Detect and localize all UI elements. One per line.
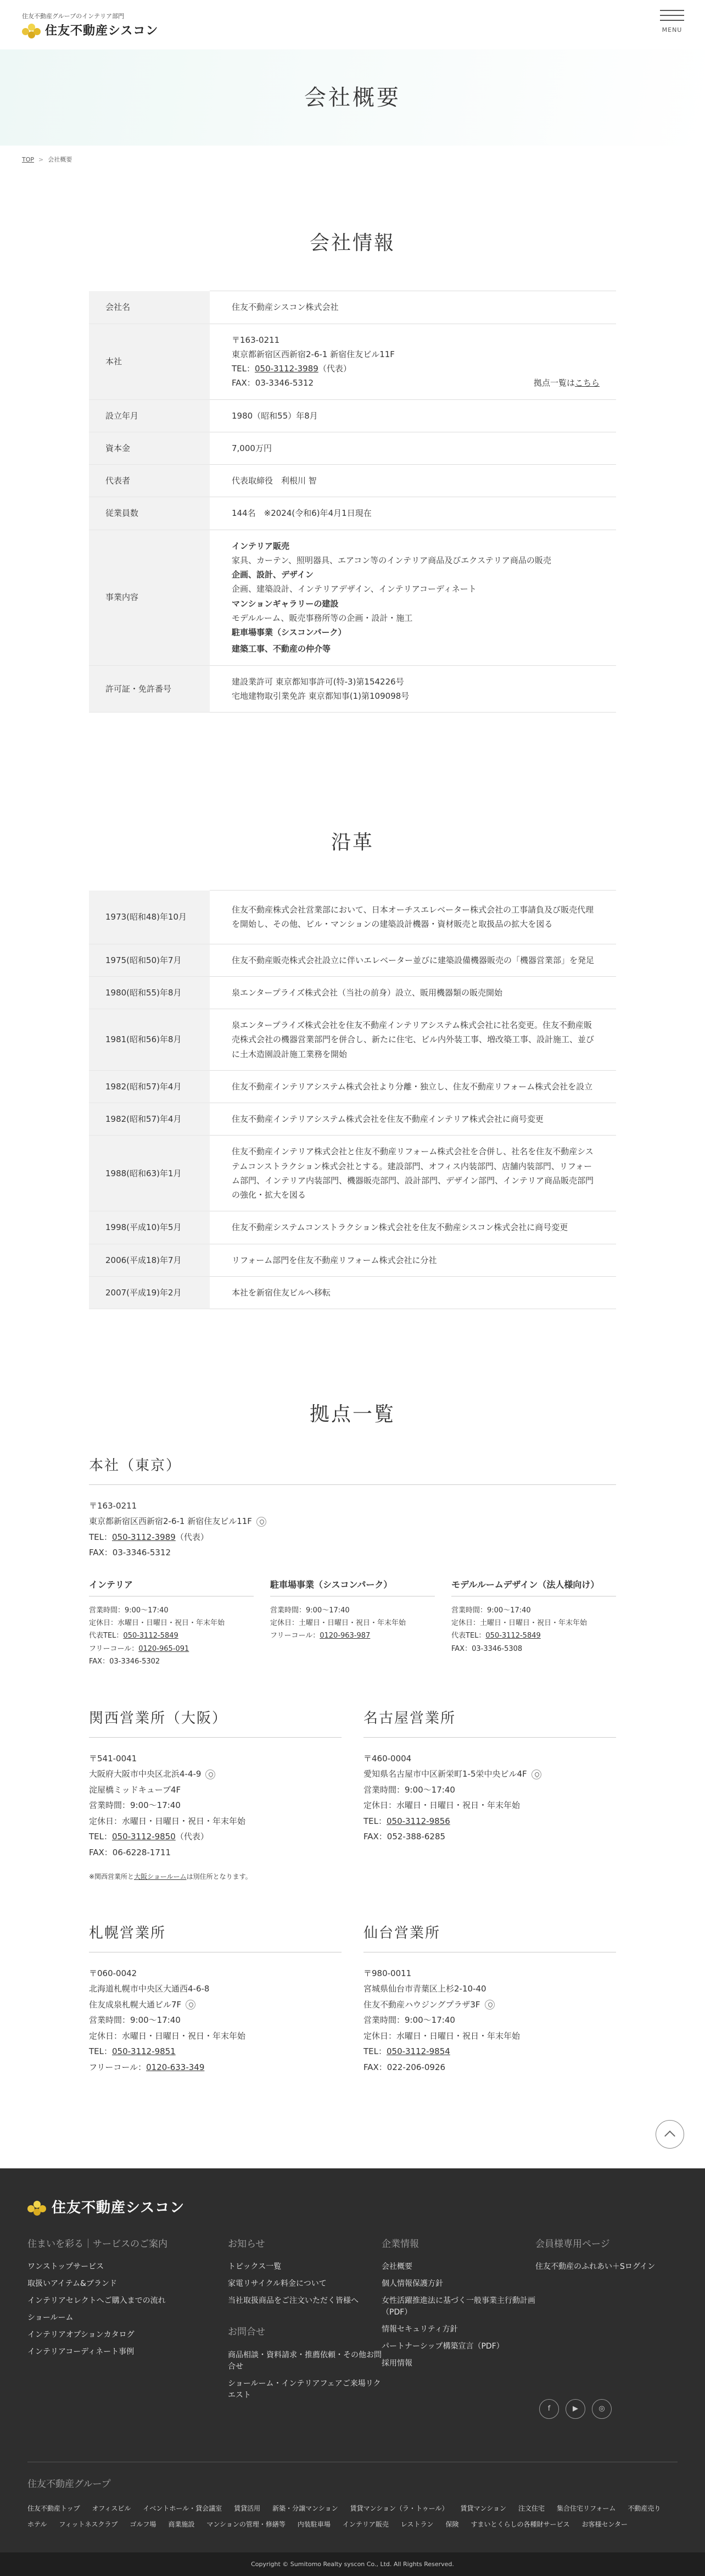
department-holiday: 定休日：土曜日・日曜日・祝日・年末年始 xyxy=(270,1618,406,1627)
office-row-2 xyxy=(89,1921,616,2075)
history-table xyxy=(89,890,616,1309)
office-tel-link[interactable]: 050-3112-9851 xyxy=(112,2046,176,2057)
office-address-line xyxy=(89,1514,616,1529)
table-row xyxy=(89,497,616,530)
map-pin-icon[interactable] xyxy=(531,1770,541,1779)
footer-group-link[interactable]: インテリア販売 xyxy=(342,2520,389,2528)
youtube-icon[interactable]: ▶ xyxy=(566,2399,585,2419)
business-desc: モデルルーム、販売事務所等の企画・設計・施工 xyxy=(232,613,413,623)
department-info xyxy=(451,1604,616,1656)
office-tel-line xyxy=(89,1829,342,1845)
footer-group-link[interactable]: マンションの管理・修繕等 xyxy=(206,2520,286,2528)
footer-group-link[interactable]: レストラン xyxy=(400,2520,434,2528)
map-pin-icon[interactable] xyxy=(485,2000,495,2010)
table-row xyxy=(89,432,616,464)
row-label: 資本金 xyxy=(89,432,210,464)
office-name: 本社（東京） xyxy=(89,1454,616,1485)
footer-link[interactable]: ワンストップサービス xyxy=(27,2262,104,2272)
site-header xyxy=(0,0,705,49)
footer-link[interactable]: インテリアセレクトへご購入までの流れ xyxy=(27,2296,166,2306)
office-hours: 営業時間：9:00〜17:40 xyxy=(363,1784,455,1795)
osaka-showroom-link[interactable]: 大阪ショールーム xyxy=(134,1873,187,1881)
row-label: 許可証・免許番号 xyxy=(89,665,210,713)
department-tel-link[interactable]: 050-3112-5849 xyxy=(485,1632,541,1640)
footer-link[interactable]: 住友不動産のふれあい＋Sログイン xyxy=(535,2262,656,2272)
footer-col-title: 会員様専用ページ xyxy=(535,2238,610,2250)
department-holiday: 定休日：水曜日・日曜日・祝日・年末年始 xyxy=(89,1618,225,1627)
footer-group-link[interactable]: お客様センター xyxy=(581,2520,628,2528)
office-zip: 〒060-0042 xyxy=(89,1968,137,1978)
row-value: 住友不動産シスコン株式会社 xyxy=(210,291,616,324)
department-hours: 営業時間：9:00〜17:40 xyxy=(451,1606,531,1615)
hq-tel-line xyxy=(232,361,594,376)
logo-text: 住友不動産シスコン xyxy=(45,24,159,38)
table-row xyxy=(89,530,616,665)
footer-link[interactable]: 商品相談・資料請求・推薦依頼・その他お問合せ xyxy=(228,2350,382,2371)
business-heading: インテリア販売 xyxy=(232,541,290,551)
table-row xyxy=(89,1009,616,1071)
table-row xyxy=(89,1103,616,1136)
tel-prefix: 代表TEL： xyxy=(89,1632,124,1640)
office-address-block xyxy=(89,1966,342,2076)
footer-group-link[interactable]: 賃貸マンション（ラ・トゥール） xyxy=(350,2504,449,2512)
office-holiday: 定休日：水曜日・日曜日・祝日・年末年始 xyxy=(89,2030,246,2041)
footer-col-members xyxy=(535,2238,678,2407)
row-label: 設立年月 xyxy=(89,399,210,432)
hero-banner xyxy=(0,49,705,146)
department-name: 駐車場事業（シスコンパーク） xyxy=(270,1577,435,1596)
office-zip: 〒980-0011 xyxy=(363,1968,412,1978)
footer-link[interactable]: インテリアコーディネート事例 xyxy=(27,2347,135,2357)
footer-group-link[interactable]: すまいとくらしの各種財サービス xyxy=(471,2520,570,2528)
footer-col-title: お問合せ xyxy=(228,2327,265,2338)
table-row xyxy=(89,944,616,976)
office-hq xyxy=(89,1454,616,1668)
footer-link[interactable]: 家電リサイクル料金について xyxy=(228,2279,327,2289)
table-row xyxy=(89,399,616,432)
back-to-top-button[interactable] xyxy=(656,2120,684,2149)
footer-link[interactable]: 採用情報 xyxy=(382,2359,412,2368)
office-hours: 営業時間：9:00〜17:40 xyxy=(363,2015,455,2026)
footer-group-link[interactable]: 集合住宅リフォーム xyxy=(557,2504,616,2512)
footer-link[interactable]: 当社取扱商品をご注文いただく皆様へ xyxy=(228,2296,359,2306)
tel-prefix: TEL： xyxy=(89,1832,112,1842)
page-title: 会社概要 xyxy=(304,85,401,110)
map-pin-icon[interactable] xyxy=(256,1517,266,1527)
history-date: 1982(昭和57)年4月 xyxy=(89,1103,210,1136)
history-text: 本社を新宿住友ビルへ移転 xyxy=(210,1276,616,1309)
footer-group-link[interactable]: ホテル xyxy=(27,2520,47,2528)
footer-group-link[interactable]: 注文住宅 xyxy=(518,2504,545,2512)
breadcrumb-separator: > xyxy=(38,156,44,163)
group-tagline: 住友不動産グループのインテリア部門 xyxy=(22,13,125,20)
department-hours: 営業時間：9:00〜17:40 xyxy=(89,1606,169,1615)
footer-group-link[interactable]: 商業施設 xyxy=(168,2520,195,2528)
office-address-line xyxy=(89,1997,342,2013)
footer-col-company xyxy=(382,2238,535,2407)
office-row-1 xyxy=(89,1706,616,1883)
footer-group-link[interactable]: フィットネスクラブ xyxy=(59,2520,118,2528)
office-name: 名古屋営業所 xyxy=(363,1706,616,1738)
tel-prefix: TEL： xyxy=(363,1816,387,1826)
history-text: 住友不動産株式会社営業部において、日本オーチスエレベーター株式会社の工事請負及び販売代理を開始し、その他、ビル・マンションの建築設計機器・資材販売と取扱品の拡大を図る xyxy=(210,891,616,944)
office-list-link-line xyxy=(534,376,600,390)
footer-group-title: 住友不動産グループ xyxy=(27,2478,111,2490)
office-list-link[interactable]: こちら xyxy=(574,378,600,388)
office-fax: FAX：06-6228-1711 xyxy=(89,1847,171,1857)
footer-link[interactable]: ショールーム xyxy=(27,2313,74,2323)
office-holiday: 定休日：水曜日・日曜日・祝日・年末年始 xyxy=(363,2030,521,2041)
department-free-link[interactable]: 0120-965-091 xyxy=(138,1644,189,1653)
hq-tel-link[interactable]: 050-3112-3989 xyxy=(255,364,318,374)
history-date: 1998(平成10)年5月 xyxy=(89,1211,210,1244)
table-row xyxy=(89,1070,616,1103)
hq-cell xyxy=(210,324,616,399)
company-info-title: 会社情報 xyxy=(309,232,395,255)
site-footer xyxy=(0,2168,705,2576)
row-value: 7,000万円 xyxy=(210,432,616,464)
department-holiday: 定休日：土曜日・日曜日・祝日・年末年始 xyxy=(451,1618,588,1627)
table-row xyxy=(89,891,616,944)
office-address-line xyxy=(363,1997,616,2013)
hq-departments xyxy=(89,1577,616,1668)
department-tel-line xyxy=(451,1629,616,1642)
map-pin-icon[interactable] xyxy=(186,2000,195,2010)
footer-link[interactable]: 女性活躍推進法に基づく一般事業主行動計画（PDF） xyxy=(382,2296,535,2317)
office-tel-line xyxy=(89,2044,342,2060)
office-address-block xyxy=(89,1751,342,1861)
department-info xyxy=(270,1604,435,1643)
history-text: リフォーム部門を住友不動産リフォーム株式会社に分社 xyxy=(210,1244,616,1276)
office-free-link[interactable]: 0120-633-349 xyxy=(146,2062,205,2072)
tel-prefix: フリーコール： xyxy=(270,1632,320,1640)
office-building: 住友不動産ハウジングプラザ3F xyxy=(363,1999,480,2010)
footer-link[interactable]: 情報セキュリティ方針 xyxy=(382,2325,458,2334)
company-info-table xyxy=(89,291,616,713)
department-tel-line xyxy=(270,1629,435,1642)
office-address: 大阪府大阪市中央区北浜4-4-9 xyxy=(89,1769,202,1779)
logo-mark-icon xyxy=(27,2201,46,2216)
table-row xyxy=(89,291,616,324)
office-tel-link[interactable]: 050-3112-9854 xyxy=(387,2046,450,2057)
history-text: 泉エンタープライズ株式会社を住友不動産インテリアシステム株式会社に社名変更。住友不動産販売株式会社の機器営業部門を併合し、新たに住宅、ビル内外装工事、増改築工事、設計施工、並びに土木造園設計施工業務を開始 xyxy=(210,1009,616,1071)
footer-group-link[interactable]: 内装駐車場 xyxy=(297,2520,331,2528)
copyright: Copyright © Sumitomo Realty syscon Co., Ltd. All Rights Reserved. xyxy=(0,2552,705,2576)
social-links xyxy=(539,2399,612,2419)
footer-group-link[interactable]: 新築・分譲マンション xyxy=(272,2504,338,2512)
facebook-icon[interactable]: f xyxy=(539,2399,559,2419)
office-holiday: 定休日：水曜日・日曜日・祝日・年末年始 xyxy=(89,1816,246,1826)
footer-link[interactable]: 個人情報保護方針 xyxy=(382,2279,443,2289)
row-label: 従業員数 xyxy=(89,497,210,530)
hq-fax: FAX：03-3346-5312 xyxy=(232,378,314,388)
instagram-icon[interactable]: ◎ xyxy=(592,2399,612,2419)
hq-zip: 〒163-0211 xyxy=(232,335,280,345)
department-tel-link[interactable]: 050-3112-5849 xyxy=(123,1632,178,1640)
note-suffix: は別住所となります。 xyxy=(186,1873,252,1881)
department-fax: FAX：03-3346-5302 xyxy=(89,1657,160,1666)
license-line: 宅地建物取引業免許 東京都知事(1)第109098号 xyxy=(232,691,410,701)
tel-suffix: （代表） xyxy=(318,364,351,374)
menu-label: MENU xyxy=(662,26,682,34)
department-tel-link[interactable]: 0120-963-987 xyxy=(320,1632,371,1640)
history-date: 1981(昭和56)年8月 xyxy=(89,1009,210,1071)
footer-logo[interactable] xyxy=(27,2196,678,2221)
history-date: 2007(平成19)年2月 xyxy=(89,1276,210,1309)
department-name: モデルルームデザイン（法人様向け） xyxy=(451,1577,616,1596)
office-zip: 〒541-0041 xyxy=(89,1753,137,1763)
breadcrumb-current: 会社概要 xyxy=(48,156,72,163)
tel-prefix: TEL： xyxy=(89,1532,112,1542)
footer-col-news xyxy=(228,2238,382,2407)
office-name: 仙台営業所 xyxy=(363,1921,616,1952)
offices-title: 拠点一覧 xyxy=(309,1403,395,1426)
business-desc: 企画、建築設計、インテリアデザイン、インテリアコーディネート xyxy=(232,584,477,594)
footer-col-title: お知らせ xyxy=(228,2238,265,2250)
free-prefix: フリーコール： xyxy=(89,2062,147,2072)
department-tel-line xyxy=(89,1629,254,1642)
table-row xyxy=(89,1244,616,1276)
footer-group-links xyxy=(27,2503,678,2530)
footer-group-link[interactable]: ゴルフ場 xyxy=(130,2520,156,2528)
footer-group-link[interactable]: オフィスビル xyxy=(92,2504,131,2512)
office-hours: 営業時間：9:00〜17:40 xyxy=(89,1800,181,1811)
footer-link[interactable]: トピックス一覧 xyxy=(228,2262,282,2272)
office-holiday: 定休日：水曜日・日曜日・祝日・年末年始 xyxy=(363,1800,521,1811)
office-fax: FAX：022-206-0926 xyxy=(363,2062,446,2072)
table-row xyxy=(89,1211,616,1244)
office-nagoya xyxy=(363,1706,616,1883)
license-cell xyxy=(210,665,616,713)
history-text: 住友不動産インテリア株式会社と住友不動産リフォーム株式会社を合併し、社名を住友不動産システムコンストラクション株式会社とする。建設部門、オフィス内装部門、店舗内装部門、リフォーム部門、インテリア内装部門、機器販売部門、設計部門、デザイン部門、インテリア商品販売部門の強化・拡大を図る xyxy=(210,1136,616,1211)
table-row xyxy=(89,665,616,713)
row-label: 本社 xyxy=(89,324,210,399)
row-value: 代表取締役 利根川 智 xyxy=(210,465,616,497)
office-zip: 〒163-0211 xyxy=(89,1500,137,1511)
map-pin-icon[interactable] xyxy=(205,1770,215,1779)
office-tel-link[interactable]: 050-3112-9856 xyxy=(387,1816,450,1826)
office-tel-line xyxy=(363,2044,616,2060)
office-hours: 営業時間：9:00〜17:40 xyxy=(89,2015,181,2026)
footer-group-link[interactable]: 賃貸マンション xyxy=(460,2504,506,2512)
link-prefix: 拠点一覧は xyxy=(533,378,575,388)
office-fax: FAX：052-388-6285 xyxy=(363,1832,446,1842)
office-note xyxy=(89,1871,342,1883)
office-address: 北海道札幌市中央区大通西4-6-8 xyxy=(89,1984,210,1994)
office-zip: 〒460-0004 xyxy=(363,1753,412,1763)
logo-mark-icon xyxy=(22,24,41,39)
footer-group-link[interactable]: 不動産売り xyxy=(628,2504,661,2512)
footer-logo-text: 住友不動産シスコン xyxy=(52,2200,185,2217)
footer-group-link[interactable]: イベントホール・貸会議室 xyxy=(143,2504,222,2512)
footer-col-title: 企業情報 xyxy=(382,2238,419,2250)
office-tel-link[interactable]: 050-3112-3989 xyxy=(112,1532,176,1542)
office-tel-line xyxy=(363,1813,616,1829)
office-address-line xyxy=(363,1766,616,1782)
office-fax: FAX：03-3346-5312 xyxy=(89,1548,171,1557)
tel-prefix: TEL： xyxy=(232,364,255,374)
office-tel-line xyxy=(89,1529,616,1545)
table-row xyxy=(89,1136,616,1211)
tel-prefix: 代表TEL： xyxy=(451,1632,486,1640)
business-heading: 駐車場事業（シスコンパーク） xyxy=(232,627,346,637)
history-date: 1973(昭和48)年10月 xyxy=(89,891,210,944)
department-model-room xyxy=(451,1577,616,1668)
footer-col-title: 住まいを彩る｜サービスのご案内 xyxy=(27,2238,167,2250)
history-date: 2006(平成18)年7月 xyxy=(89,1244,210,1276)
footer-col-services xyxy=(27,2238,228,2407)
tel-suffix: （代表） xyxy=(175,1832,209,1842)
department-free-line xyxy=(89,1643,254,1655)
office-address-block xyxy=(363,1966,616,2076)
row-value: 144名 ※2024(令和6)年4月1日現在 xyxy=(210,497,616,530)
row-label: 代表者 xyxy=(89,465,210,497)
table-row xyxy=(89,976,616,1009)
row-value: 1980（昭和55）年8月 xyxy=(210,399,616,432)
breadcrumb xyxy=(0,146,705,174)
office-address-block xyxy=(363,1751,616,1845)
history-text: 住友不動産インテリアシステム株式会社より分離・独立し、住友不動産リフォーム株式会社を設立 xyxy=(210,1070,616,1103)
business-heading: 建築工事、不動産の仲介等 xyxy=(232,644,331,654)
history-text: 住友不動産システムコンストラクション株式会社を住友不動産シスコン株式会社に商号変更 xyxy=(210,1211,616,1244)
site-logo[interactable] xyxy=(22,21,158,42)
office-address: 宮城県仙台市青葉区上杉2-10-40 xyxy=(363,1984,486,1994)
office-tel-link[interactable]: 050-3112-9850 xyxy=(112,1832,176,1842)
tel-prefix: TEL： xyxy=(89,2046,112,2057)
office-name: 関西営業所（大阪） xyxy=(89,1706,342,1738)
footer-link[interactable]: パートナーシップ構築宣言（PDF） xyxy=(382,2342,504,2351)
department-interior xyxy=(89,1577,254,1668)
office-sapporo xyxy=(89,1921,342,2075)
office-address: 東京都新宿区西新宿2-6-1 新宿住友ビル11F xyxy=(89,1516,252,1526)
footer-group-link[interactable]: 保険 xyxy=(445,2520,459,2528)
footer-link[interactable]: ショールーム・インテリアフェアご来場リクエスト xyxy=(228,2379,381,2400)
office-name: 札幌営業所 xyxy=(89,1921,342,1952)
hamburger-icon-line xyxy=(660,20,684,21)
tel-prefix: TEL： xyxy=(363,2046,387,2057)
hamburger-icon xyxy=(660,10,684,11)
hamburger-icon-line xyxy=(660,15,684,16)
history-date: 1982(昭和57)年4月 xyxy=(89,1070,210,1103)
row-label: 会社名 xyxy=(89,291,210,324)
footer-group-link[interactable]: 住友不動産トップ xyxy=(27,2504,80,2512)
table-row xyxy=(89,465,616,497)
business-desc: 家具、カーテン、照明器具、エアコン等のインテリア商品及びエクステリア商品の販売 xyxy=(232,555,551,565)
history-text: 住友不動産インテリアシステム株式会社を住友不動産インテリア株式会社に商号変更 xyxy=(210,1103,616,1136)
history-date: 1988(昭和63)年1月 xyxy=(89,1136,210,1211)
footer-link[interactable]: 会社概要 xyxy=(382,2262,412,2272)
office-building: 淀屋橋ミッドキューブ4F xyxy=(89,1784,181,1795)
tel-suffix: （代表） xyxy=(175,1532,209,1542)
office-building: 住友成泉札幌大通ビル7F xyxy=(89,1999,182,2010)
history-text: 泉エンタープライズ株式会社（当社の前身）設立、販用機器類の販売開始 xyxy=(210,976,616,1009)
license-line: 建設業許可 東京都知事許可(特-3)第154226号 xyxy=(232,676,404,687)
business-cell xyxy=(210,530,616,665)
office-address-line xyxy=(89,1766,342,1782)
footer-columns xyxy=(27,2238,678,2407)
footer-link[interactable]: 取扱いアイテム&ブランド xyxy=(27,2279,117,2289)
office-free-line xyxy=(89,2060,342,2076)
history-date: 1975(昭和50)年7月 xyxy=(89,944,210,976)
table-row xyxy=(89,1276,616,1309)
department-fax: FAX：03-3346-5308 xyxy=(451,1644,523,1653)
department-info xyxy=(89,1604,254,1668)
office-sendai xyxy=(363,1921,616,2075)
office-kansai xyxy=(89,1706,342,1883)
department-name: インテリア xyxy=(89,1577,254,1596)
history-text: 住友不動産販売株式会社設立に伴いエレベーター並びに建築設備機器販売の「機器営業部」を発足 xyxy=(210,944,616,976)
note-prefix: ※関西営業所と xyxy=(89,1873,135,1881)
free-prefix: フリーコール： xyxy=(89,1644,139,1653)
row-label: 事業内容 xyxy=(89,530,210,665)
footer-group xyxy=(27,2462,678,2530)
spacer xyxy=(228,2312,382,2325)
history-date: 1980(昭和55)年8月 xyxy=(89,976,210,1009)
office-address-block xyxy=(89,1498,616,1561)
footer-group-link[interactable]: 賃貸活用 xyxy=(234,2504,261,2512)
menu-button[interactable] xyxy=(660,10,684,35)
department-hours: 営業時間：9:00〜17:40 xyxy=(270,1606,350,1615)
page-top-area xyxy=(0,2075,705,2168)
breadcrumb-home-link[interactable]: TOP xyxy=(22,156,35,163)
footer-link[interactable]: インテリアオプションカタログ xyxy=(27,2330,135,2340)
offices-section xyxy=(89,1454,616,2075)
business-heading: 企画、設計、デザイン xyxy=(232,570,314,580)
business-heading: マンションギャラリーの建設 xyxy=(232,598,339,609)
office-address: 愛知県名古屋市中区新栄町1-5栄中央ビル4F xyxy=(363,1769,527,1779)
history-title: 沿革 xyxy=(331,831,374,854)
department-parking xyxy=(270,1577,435,1668)
hq-address: 東京都新宿区西新宿2-6-1 新宿住友ビル11F xyxy=(232,349,395,359)
table-row xyxy=(89,324,616,399)
